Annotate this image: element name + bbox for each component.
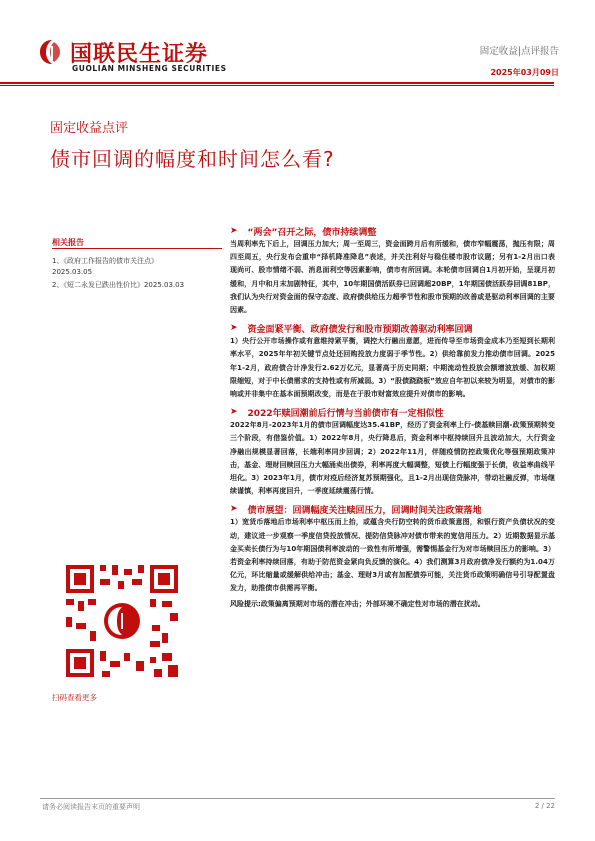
header-divider: [0, 82, 554, 84]
section-heading-text: “两会”召开之际，债市持续调整: [247, 227, 377, 238]
section-heading-text: 2022年赎回潮前后行情与当前债市有一定相似性: [247, 408, 444, 419]
qr-code-icon[interactable]: [62, 561, 182, 681]
section-paragraph: 当周利率先下后上，回调压力加大；周一至周三，资金面跨月后有所缓和，债市窄幅震荡，抛压有限；周四至周五，央行发布会重申“择机降准降息”表述，并关注利好与稳住楼市股市议题；另有1-2月出口表现尚可、股市情绪不弱、消息面利空等因素影响，债市有所回调。本轮债市回调自1月初开始，呈现月初缓和，月中和月末加剧特征，其中，10年期国债活跃券已回调超20BP，1年期国债活跃券回调81BP，我们认为央行对资金面的保守态度、政府债供给压力超季节性和股市预期的改善或是驱动利率回调的主要因素。: [230, 240, 555, 315]
qr-caption: 扫码查看更多: [52, 693, 97, 702]
header-divider-thin: [0, 85, 554, 86]
related-report-title: 1、《政府工作报告的债市关注点》: [52, 257, 158, 265]
footer-divider: [40, 798, 555, 799]
chevron-right-icon: ➤: [230, 323, 238, 334]
risk-text: 政策偏离预期对市场的潜在冲击；外部环境不确定性对市场的潜在扰动。: [260, 599, 485, 608]
report-type: 固定收益点评: [50, 121, 129, 136]
chevron-right-icon: ➤: [230, 504, 238, 515]
disclaimer-note: 请务必阅读报告末页的重要声明: [42, 803, 140, 811]
related-reports-heading: 相关报告: [52, 238, 84, 247]
section-paragraph: 1）宽货币落地后市场利率中枢压而上抬，或蕴含央行防空转的货币政策意图，和银行资产负债状况的变动，建议进一步观察一季度信贷投放情况、提防信贷脉冲对债市带来的宽信用压力。2）近期数据显示基金买卖长债行为与10年期国债利率波动的一致性有所增强，需警惕基金行为对市场赎回压力的影响。3）若资金利率持续回落，有助于防范资金紧向负反馈的演化。4）我们测算3月政府债净发行额约为1.04万亿元，环比缩量或缓解供给冲击；基金、理财3月或有加配债券可能，关注货币政策明确信号引导配置盘发力，助推债市供需再平衡。: [230, 518, 555, 593]
related-report-date: 2025.03.05: [52, 268, 93, 276]
section-heading-text: 债市展望：回调幅度关注赎回压力，回调时间关注政策落地: [247, 505, 482, 516]
report-date: 2025年03月09日: [490, 68, 559, 77]
related-report-link[interactable]: [52, 280, 232, 291]
section-heading-text: 资金面紧平衡、政府债发行和股市预期改善驱动利率回调: [247, 324, 473, 335]
section-heading: [230, 405, 555, 419]
section-paragraph: 1）央行公开市场操作或有意维持紧平衡，调控大行融出意愿，进而传导至市场资金成本乃至短到长期利率水平，2025年年初关键节点处还回购投放力度弱于季节性。2）供给靠前发力推动债市回调。2025年1-2月，政府债合计净发行2.62万亿元，显著高于历史同期；中期流动性投放会额增波放缓、加权期限缩短，对于中长债需求的支持性或有所减弱。3）“股债跷跷板”效应自年初以来较为明显，对债市的影响或并非集中在基本面预期改变，而是在于股市财富效应提升对债市的影响。: [230, 337, 555, 399]
chevron-right-icon: ➤: [230, 407, 238, 418]
section-paragraph: 2022年8月-2023年1月的债市回调幅度达35.41BP，经历了资金利率上行-债基赎回潮-政策预期转变三个阶段，有借鉴价值。1）2022年8月，央行降息后，资金利率中枢持续回升且波动加大，大行资金净融出规模显著回落，长端利率同步回调；2）2022年11月，伴随疫情防控政策优化等强预期政策冲击，基金、理财回赎回压力大幅涌卖出债券，利率再度大幅调整，短债上行幅度强于长债，收益率曲线平坦化。3）2023年1月，债市对疫后经济复苏预期强化，且1-2月出现信贷脉冲，带动社融反弹，市场继续谨慎，利率再度回升，一季度延续震荡行情。: [230, 421, 555, 496]
brand-name-cn: 国联民生证券: [70, 42, 209, 67]
risk-note: [230, 598, 555, 611]
report-title: 债市回调的幅度和时间怎么看?: [50, 147, 335, 171]
related-report-link[interactable]: [52, 256, 232, 278]
section-heading: [230, 321, 555, 335]
brand-name-en: GUOLIAN MINSHENG SECURITIES: [72, 64, 227, 73]
page-number: 2 / 22: [534, 802, 555, 810]
section-heading: [230, 502, 555, 516]
section-heading: [230, 224, 555, 238]
risk-label: 风险提示:: [230, 599, 261, 608]
related-report-title: 2、《短二永发已跌出性价比》2025.03.03: [52, 281, 185, 289]
brand-logo-icon: [38, 38, 66, 66]
related-reports-divider: [52, 248, 222, 249]
report-category: 固定收益|点评报告: [479, 46, 559, 57]
report-body: [230, 220, 555, 611]
chevron-right-icon: ➤: [230, 226, 238, 236]
